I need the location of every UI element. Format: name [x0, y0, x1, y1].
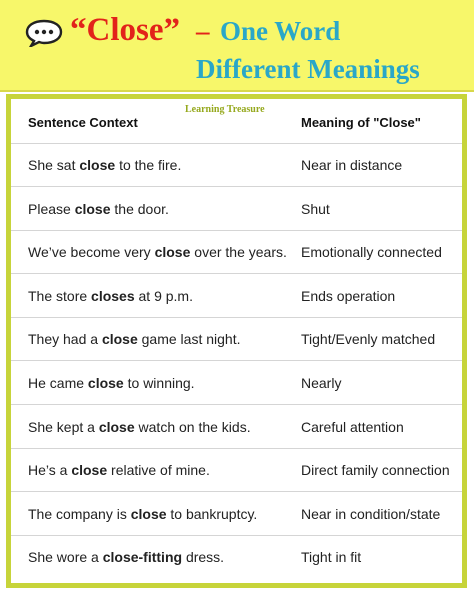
sentence-pre: She sat	[28, 157, 80, 173]
table-row	[11, 449, 462, 492]
title-keyword: “Close”	[70, 12, 180, 48]
sentence-post: relative of mine.	[107, 462, 210, 479]
sentence-keyword: close	[74, 200, 111, 217]
sentence-keyword: close	[79, 157, 116, 173]
sentence-cell	[28, 188, 169, 231]
table-row	[11, 318, 462, 361]
sentence-post: at 9 p.m.	[134, 287, 193, 304]
title-line-2: Different Meanings	[196, 54, 420, 84]
sentence-keyword: close	[87, 375, 124, 391]
table-row	[11, 536, 462, 579]
sentence-pre: He came	[28, 375, 88, 391]
sentence-keyword: close-fitting	[102, 549, 183, 566]
table-row	[11, 406, 462, 449]
sentence-cell	[28, 493, 257, 536]
sentence-keyword: close	[154, 244, 191, 261]
sentence-post: to bankruptcy.	[166, 505, 258, 522]
sentence-post: game last night.	[137, 331, 241, 348]
table-row	[11, 362, 462, 405]
sentence-keyword: closes	[91, 287, 135, 304]
sentence-keyword: close	[98, 418, 135, 435]
meaning-cell: Near in distance	[301, 157, 403, 173]
sentence-post: over the years.	[190, 244, 287, 261]
table-header-row	[11, 101, 462, 144]
title-banner	[0, 0, 474, 92]
meaning-cell: Nearly	[301, 375, 342, 391]
sentence-pre: We’ve become very	[28, 244, 155, 261]
sentence-post: dress.	[182, 549, 225, 566]
table-row	[11, 188, 462, 231]
sentence-cell	[28, 231, 287, 274]
sentence-post: watch on the kids.	[134, 418, 251, 435]
sentence-post: to the fire.	[115, 157, 182, 173]
speech-bubble-icon	[25, 19, 63, 47]
table-row	[11, 275, 462, 318]
sentence-pre: Please	[28, 200, 75, 217]
meaning-cell: Shut	[301, 200, 330, 217]
sentence-pre: She wore a	[28, 549, 103, 566]
sentence-pre: The store	[28, 287, 92, 304]
meaning-cell: Tight in fit	[301, 549, 362, 566]
sentence-keyword: close	[101, 331, 138, 348]
sentence-cell	[28, 318, 240, 361]
meaning-cell: Tight/Evenly matched	[301, 331, 436, 348]
meaning-cell: Near in condition/state	[301, 505, 441, 522]
meaning-cell: Ends operation	[301, 287, 396, 304]
sentence-pre: The company is	[28, 505, 131, 522]
sentence-post: to winning.	[123, 375, 195, 391]
header-meaning: Meaning of "Close"	[301, 115, 421, 130]
sentence-cell	[28, 144, 181, 187]
table-row	[11, 231, 462, 274]
sentence-cell	[28, 275, 193, 318]
sentence-pre: He’s a	[28, 462, 72, 479]
watermark: Learning Treasure	[185, 104, 265, 115]
sentence-keyword: close	[130, 505, 167, 522]
sentence-keyword: close	[71, 462, 108, 479]
title-dash: –	[196, 16, 210, 46]
header-sentence-context: Sentence Context	[28, 115, 138, 130]
title-line-1: One Word	[220, 16, 341, 46]
meaning-cell: Careful attention	[301, 418, 404, 435]
sentence-cell	[28, 536, 224, 579]
sentence-pre: They had a	[28, 331, 102, 348]
sentence-post: the door.	[110, 200, 169, 217]
sentence-cell	[28, 362, 195, 405]
table-row	[11, 493, 462, 536]
sentence-pre: She kept a	[28, 418, 99, 435]
sentence-cell	[28, 449, 210, 492]
meaning-cell: Direct family connection	[301, 462, 450, 479]
table-row	[11, 144, 462, 187]
meaning-cell: Emotionally connected	[301, 244, 442, 261]
sentence-cell	[28, 406, 251, 449]
